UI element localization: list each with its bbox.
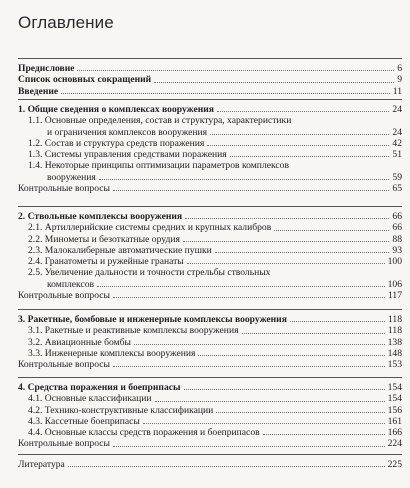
toc-chapter-title[interactable]: [18, 382, 402, 393]
dot-leader: [185, 218, 389, 219]
dot-leader: [113, 190, 389, 191]
toc-page-number: 148: [387, 347, 402, 359]
toc-entry-introduction[interactable]: [18, 86, 402, 97]
toc-entry-label: Список основных сокращений: [18, 74, 152, 86]
dot-leader: [113, 366, 385, 367]
toc-chapter-title[interactable]: [18, 211, 402, 222]
toc-literature-group: [18, 454, 402, 470]
dot-leader: [155, 401, 385, 402]
toc-page-number: 24: [392, 126, 402, 138]
dot-leader: [242, 333, 385, 334]
toc-page-number: 106: [387, 278, 402, 290]
toc-entry-label: 3.1. Ракетные и реактивные комплексы вооружения: [28, 325, 239, 337]
toc-entry-label-line2: вооружения: [47, 171, 96, 183]
dot-leader: [61, 93, 390, 94]
toc-entry-label: 2.3. Малокалиберные автоматические пушки: [28, 244, 212, 256]
toc-chapter-title[interactable]: [18, 104, 402, 115]
toc-section-4-2[interactable]: [18, 405, 402, 416]
dot-leader: [215, 252, 390, 253]
toc-page-number: 88: [392, 233, 402, 245]
toc-entry-label: 4.2. Технико-конструктивные классификации: [28, 404, 214, 416]
toc-chapter-title[interactable]: [18, 314, 402, 325]
dot-leader: [143, 423, 385, 424]
toc-page-number: 138: [387, 336, 402, 348]
dot-leader: [154, 82, 394, 83]
dot-leader: [274, 230, 389, 231]
toc-entry-continuation: [28, 279, 402, 290]
toc-section-3-2[interactable]: [18, 337, 402, 348]
toc-page-number: 153: [387, 359, 402, 371]
toc-page-number: 66: [392, 211, 402, 222]
toc-entry-label: 1.3. Системы управления средствами поражения: [28, 149, 227, 161]
dot-leader: [263, 434, 385, 435]
toc-entry-continuation: [28, 127, 402, 138]
toc-entry-label: Введение: [18, 85, 59, 97]
toc-entry-label: 3.2. Авиационные бомбы: [28, 336, 131, 348]
toc-review-questions-1[interactable]: [18, 183, 402, 194]
dot-leader: [198, 355, 384, 356]
toc-section-2-5[interactable]: [18, 267, 402, 290]
dot-leader: [187, 263, 385, 264]
toc-entry-literature[interactable]: [18, 459, 402, 470]
toc-page-number: 9: [397, 74, 402, 86]
toc-page-number: 224: [387, 438, 402, 450]
toc-section-1-1[interactable]: [18, 115, 402, 138]
toc-section-2-4[interactable]: [18, 256, 402, 267]
toc-entry-label: 4.4. Основные классы средств поражения и боеприпасов: [28, 427, 260, 439]
toc-section-1-2[interactable]: [18, 138, 402, 149]
toc-entry-label: Контрольные вопросы: [18, 183, 110, 195]
dot-leader: [97, 286, 385, 287]
toc-chapter-1: [18, 99, 402, 194]
toc-entry-label: 2.4. Гранатометы и ружейные гранаты: [28, 256, 184, 268]
toc-page-number: 42: [392, 137, 402, 149]
toc-chapter-4: [18, 377, 402, 450]
toc-front-matter: [18, 58, 402, 97]
toc-entry-label: 4.3. Кассетные боеприпасы: [28, 415, 140, 427]
toc-entry-label: Контрольные вопросы: [18, 290, 110, 302]
toc-page-number: 225: [387, 459, 402, 470]
toc-entry-preface[interactable]: [18, 63, 402, 74]
toc-page-number: 24: [392, 104, 402, 115]
toc-section-3-1[interactable]: [18, 325, 402, 336]
dot-leader: [290, 321, 385, 322]
toc-section-2-1[interactable]: [18, 222, 402, 233]
toc-section-1-3[interactable]: [18, 149, 402, 160]
toc-entry-label: 2.2. Минометы и безоткатные орудия: [28, 233, 180, 245]
toc-page-number: 154: [387, 382, 402, 393]
toc-page-number: 51: [392, 149, 402, 161]
toc-page-number: 118: [387, 314, 402, 325]
dot-leader: [210, 134, 389, 135]
toc-page-number: 154: [387, 393, 402, 405]
dot-leader: [77, 70, 394, 71]
toc-section-2-2[interactable]: [18, 234, 402, 245]
dot-leader: [113, 446, 385, 447]
toc-section-4-4[interactable]: [18, 427, 402, 438]
dot-leader: [68, 466, 385, 467]
toc-entry-label: 1.2. Состав и структура средств поражения: [28, 137, 205, 149]
toc-section-4-1[interactable]: [18, 393, 402, 404]
toc-page-number: 59: [392, 171, 402, 183]
dot-leader: [134, 344, 385, 345]
toc-entry-label: Контрольные вопросы: [18, 438, 110, 450]
toc-heading: Оглавление: [18, 13, 114, 32]
toc-section-3-3[interactable]: [18, 348, 402, 359]
toc-entry-label-line2: комплексов: [47, 278, 95, 290]
toc-entry-label: 1. Общие сведения о комплексах вооружения: [18, 104, 214, 115]
toc-section-1-4[interactable]: [18, 160, 402, 183]
dot-leader: [230, 156, 390, 157]
toc-chapter-2: [18, 206, 402, 301]
toc-review-questions-3[interactable]: [18, 359, 402, 370]
toc-page-number: 166: [387, 427, 402, 439]
toc-section-4-3[interactable]: [18, 416, 402, 427]
toc-entry-label-line1: 1.4. Некоторые принципы оптимизации параметров комплексов: [28, 160, 289, 172]
toc-entry-label: 3. Ракетные, бомбовые и инженерные комплексы вооружения: [18, 314, 287, 325]
toc-page-number: 93: [392, 244, 402, 256]
toc-page-number: 65: [392, 183, 402, 195]
toc-entry-label: Контрольные вопросы: [18, 359, 110, 371]
toc-page-number: 100: [387, 256, 402, 268]
dot-leader: [207, 145, 389, 146]
toc-entry-label: Литература: [18, 459, 65, 470]
toc-page-number: 11: [392, 85, 402, 97]
dot-leader: [183, 241, 390, 242]
toc-entry-label-line2: и ограничения комплексов вооружения: [47, 126, 208, 138]
toc-section-2-3[interactable]: [18, 245, 402, 256]
toc-entry-label: 2. Ствольные комплексы вооружения: [18, 211, 183, 222]
toc-page-number: 118: [387, 325, 402, 337]
toc-page-number: 156: [387, 404, 402, 416]
toc-chapter-3: [18, 309, 402, 370]
toc-review-questions-2[interactable]: [18, 290, 402, 301]
dot-leader: [99, 179, 390, 180]
dot-leader: [184, 389, 385, 390]
dot-leader: [216, 412, 384, 413]
toc-entry-label: 2.1. Артиллерийские системы средних и крупных калибров: [28, 222, 272, 234]
toc-page-number: 6: [397, 63, 402, 74]
toc-entry-label: Предисловие: [18, 63, 75, 74]
toc-entry-label: 3.3. Инженерные комплексы вооружения: [28, 347, 196, 359]
dot-leader: [113, 297, 385, 298]
toc-page-number: 66: [392, 222, 402, 234]
toc-entry-label-line1: 2.5. Увеличение дальности и точности стрельбы ствольных: [28, 267, 271, 279]
toc-review-questions-4[interactable]: [18, 438, 402, 449]
toc-entry-label: 4. Средства поражения и боеприпасы: [18, 382, 181, 393]
toc-entry-abbreviations[interactable]: [18, 74, 402, 85]
toc-page-number: 161: [387, 415, 402, 427]
dot-leader: [217, 111, 389, 112]
toc-entry-label: 4.1. Основные классификации: [28, 393, 152, 405]
toc-entry-label-line1: 1.1. Основные определения, состав и структура, характеристики: [28, 115, 292, 127]
toc-entry-continuation: [28, 172, 402, 183]
toc-page-number: 117: [387, 290, 402, 302]
